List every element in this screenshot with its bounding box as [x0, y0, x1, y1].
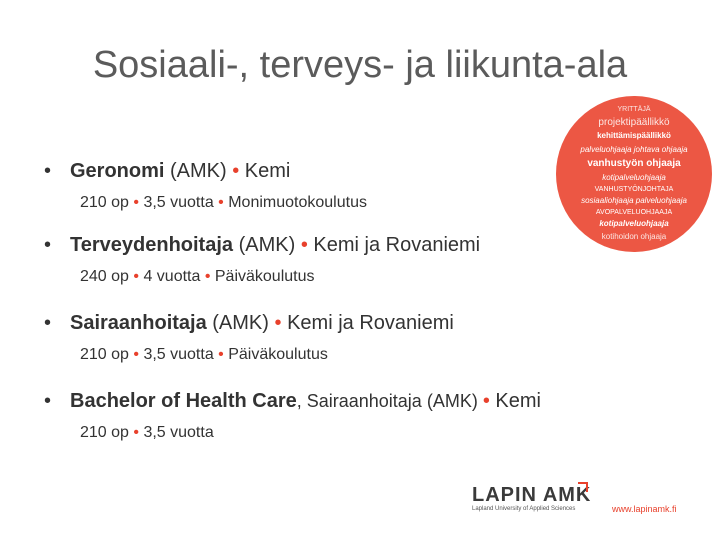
- logo-corner-mark: [578, 482, 588, 492]
- degree-suffix: (AMK): [233, 234, 301, 256]
- circle-word: VANHUSTYÖNJOHTAJA: [594, 186, 674, 193]
- circle-word: projektipäällikkö: [598, 117, 670, 128]
- separator: •: [218, 194, 224, 211]
- location: Kemi: [489, 390, 541, 412]
- location: Kemi ja Rovaniemi: [281, 312, 454, 334]
- study-mode: Päiväkoulutus: [210, 268, 315, 285]
- circle-word: vanhustyön ohjaaja: [587, 158, 681, 169]
- logo-tagline: Lapland University of Applied Sciences: [472, 506, 576, 512]
- duration: 3,5 vuotta: [139, 424, 214, 441]
- sub-bachelor: [80, 424, 214, 442]
- circle-word: AVOPALVELUOHJAAJA: [595, 209, 673, 216]
- separator: •: [300, 234, 308, 256]
- degree-name: Terveydenhoitaja: [70, 234, 234, 256]
- degree-suffix: (AMK): [206, 312, 275, 334]
- credits: 210 op: [80, 194, 134, 211]
- slide-title: Sosiaali-, terveys- ja liikunta-ala: [92, 44, 628, 86]
- degree-suffix: (AMK): [164, 160, 233, 182]
- logo-wordmark: LAPIN AMK: [472, 484, 592, 506]
- degree-suffix: , Sairaanhoitaja (AMK): [296, 391, 483, 411]
- study-mode: Monimuotokoulutus: [223, 194, 367, 211]
- degree-name: Geronomi: [70, 160, 165, 182]
- location: Kemi ja Rovaniemi: [307, 234, 481, 256]
- separator: •: [133, 424, 139, 441]
- duration: 4 vuotta: [139, 268, 205, 285]
- separator: •: [218, 346, 224, 363]
- separator: •: [133, 346, 139, 363]
- credits: 240 op: [80, 268, 134, 285]
- bullet-marker: •: [44, 390, 52, 412]
- circle-word: palveluohjaaja johtava ohjaaja: [580, 145, 688, 154]
- sub-geronomi: [80, 194, 367, 212]
- circle-word: kehittämispäällikkö: [597, 131, 671, 140]
- circle-word: kotihoidon ohjaaja: [601, 232, 667, 241]
- bullet-sairaanhoitaja: [44, 312, 454, 335]
- bullet-marker: •: [44, 312, 52, 334]
- circle-word: sosiaaliohjaaja palveluohjaaja: [581, 196, 687, 205]
- circle-word: kotipalveluohjaaja: [602, 173, 666, 182]
- separator: •: [133, 194, 139, 211]
- separator: •: [482, 390, 490, 412]
- degree-name: Sairaanhoitaja: [70, 312, 207, 334]
- separator: •: [232, 160, 240, 182]
- duration: 3,5 vuotta: [139, 194, 219, 211]
- location: Kemi: [239, 160, 291, 182]
- sub-sairaanhoitaja: [80, 346, 328, 364]
- bullet-bachelor: [44, 390, 541, 413]
- study-mode: Päiväkoulutus: [223, 346, 328, 363]
- duration: 3,5 vuotta: [139, 346, 219, 363]
- bullet-marker: •: [44, 160, 52, 182]
- lapin-amk-logo: [472, 484, 602, 520]
- credits: 210 op: [80, 346, 134, 363]
- separator: •: [204, 268, 211, 285]
- circle-word: kotipalveluohjaaja: [599, 219, 669, 228]
- bullet-geronomi: [44, 160, 290, 183]
- job-titles-circle-image: [556, 96, 712, 252]
- sub-terveydenhoitaja: [80, 268, 315, 286]
- separator: •: [133, 268, 139, 285]
- website-url[interactable]: www.lapinamk.fi: [612, 504, 677, 514]
- degree-name: Bachelor of Health Care: [70, 390, 297, 412]
- credits: 210 op: [80, 424, 134, 441]
- bullet-marker: •: [44, 234, 52, 256]
- separator: •: [274, 312, 282, 334]
- bullet-terveydenhoitaja: [44, 234, 480, 257]
- circle-word: YRITTÄJÄ: [617, 106, 651, 113]
